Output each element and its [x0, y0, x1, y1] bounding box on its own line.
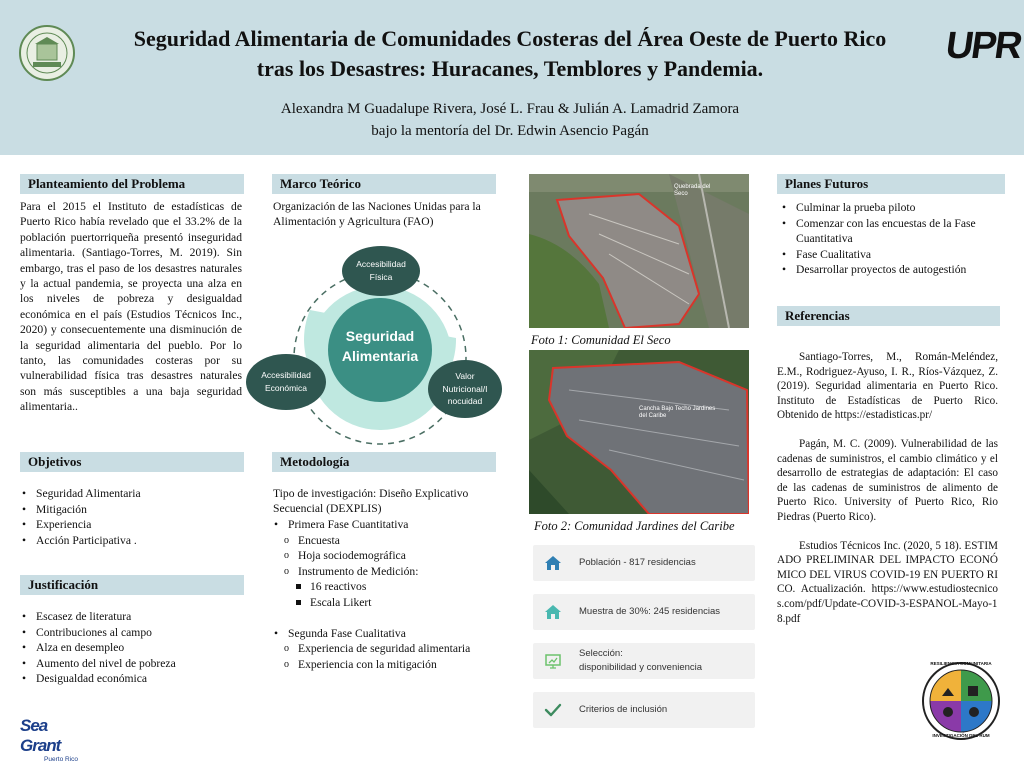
list-item: • Desigualdad económica	[22, 671, 242, 687]
card-text: Selección:	[579, 648, 623, 659]
justificacion-list	[22, 609, 242, 687]
stat-card-criterios	[533, 692, 755, 728]
list-item: • Fase Cualitativa	[782, 247, 1002, 263]
presentation-icon	[543, 651, 563, 671]
list-item: • Experiencia	[22, 517, 242, 533]
stat-card-muestra	[533, 594, 755, 630]
aerial-map-2	[529, 350, 749, 514]
card-text: Criterios de inclusión	[579, 704, 668, 715]
authors: Alexandra M Guadalupe Rivera, José L. Frau & Julián A. Lamadrid Zamora	[280, 101, 740, 117]
list-item: • Seguridad Alimentaria	[22, 486, 242, 502]
title-line-1: Seguridad Alimentaria de Comunidades Costeras del Área Oeste de Puerto Rico	[133, 26, 887, 51]
caption-photo-2: Foto 2: Comunidad Jardines del Caribe	[534, 519, 735, 533]
list-item: • Alza en desempleo	[22, 640, 242, 656]
list-item: o Encuesta	[274, 533, 500, 549]
title-line-2: tras los Desastres: Huracanes, Temblores y Pandemia.	[256, 56, 764, 81]
section-title-objetivos: Objetivos	[20, 452, 244, 472]
list-item: • Segunda Fase Cualitativa	[274, 626, 500, 642]
reference-item: Santiago-Torres, M., Román-Meléndez, E.M., Rodriguez-Ayuso, I. R., Ríos-Vázquez, Z. (2019). Seguridad alimentaria en Puerto Rico. Instituto de Estadísticas de Puerto Rico. Obtenido de https://estadisticas.pr/	[777, 351, 998, 422]
card-text: Población - 817 residencias	[579, 557, 696, 568]
stat-card-poblacion	[533, 545, 755, 581]
mentor: bajo la mentoría del Dr. Edwin Asencio Pagán	[371, 123, 649, 139]
section-title-referencias: Referencias	[777, 306, 1000, 326]
list-item: • Contribuciones al campo	[22, 625, 242, 641]
card-text: Muestra de 30%: 245 residencias	[579, 606, 720, 617]
poster-title	[95, 24, 925, 84]
aerial-photo-el-seco	[529, 174, 749, 328]
referencias-list	[777, 350, 998, 640]
list-item: • Desarrollar proyectos de autogestión	[782, 262, 1002, 278]
sea-grant-logo: Sea Grant Puerto Rico	[20, 716, 78, 763]
university-seal-logo	[18, 24, 76, 82]
resiliencia-badge-logo	[922, 662, 1000, 740]
authors-block	[150, 98, 870, 142]
list-item: o Experiencia de seguridad alimentaria	[274, 641, 500, 657]
map-label-cancha: Cancha Bajo Techo Jardines del Caribe	[639, 406, 716, 419]
list-item: Escala Likert	[274, 595, 500, 611]
badge-emblem	[922, 662, 1000, 740]
section-title-planes: Planes Futuros	[777, 174, 1005, 194]
list-item: • Acción Participativa .	[22, 533, 242, 549]
diagram-node-top: Accesibilidad Física	[342, 246, 420, 296]
upr-logo: UPR	[943, 25, 1024, 67]
metodologia-list	[274, 517, 500, 672]
list-item: • Primera Fase Cuantitativa	[274, 517, 500, 533]
diagram-node-right: Valor Nutricional/I nocuidad	[428, 360, 502, 418]
diagram-center: Seguridad Alimentaria	[341, 328, 419, 364]
reference-item: Pagán, M. C. (2009). Vulnerabilidad de las cadenas de suministros, el cambio climático y el desarrollo de estrategias de adaptación: El caso de las cadenas de suministros de alimento de Puerto Rico. University of Puerto Rico, Rio Piedras (Puerto Rico).	[777, 437, 998, 523]
list-item: • Culminar la prueba piloto	[782, 200, 1002, 216]
metodologia-intro: Tipo de investigación: Diseño Explicativo Secuencial (DEXPLIS)	[273, 487, 469, 516]
list-item: • Aumento del nivel de pobreza	[22, 656, 242, 672]
reference-item: Estudios Técnicos Inc. (2020, 5 18). ESTIMADO PRELIMINAR DEL IMPACTO ECONÓMICO DEL VIRUS COVID-19 EN PUERTO RICO. Actualización. https://www.estudiostecnicos.com/pdf/Update-COVID-3-ESPANOL-Mayo-18.pdf	[777, 539, 998, 625]
objetivos-list	[22, 486, 242, 548]
fao-framework-diagram	[250, 238, 510, 448]
list-item: • Mitigación	[22, 502, 242, 518]
house-icon	[543, 553, 563, 573]
diagram-node-left: Accesibilidad Económica	[246, 354, 326, 410]
section-title-justificacion: Justificación	[20, 575, 244, 595]
stat-card-seleccion	[533, 643, 755, 679]
map-label-quebrada: Quebrada del Seco	[674, 184, 711, 197]
marco-text: Organización de las Naciones Unidas para la Alimentación y Agricultura (FAO)	[273, 200, 481, 229]
list-item: o Instrumento de Medición:	[274, 564, 500, 580]
planteamiento-text: Para el 2015 el Instituto de estadísticas de Puerto Rico había revelado que el 33.2% de la población puertorriqueña presentó inseguridad alimentaria. (Santiago-Torres, M. 2019). Sin embargo, tras el paso de los desastres naturales y la actual pandemia, se proyecta una alza en los niveles de pobreza y desigualdad económica en el país (Estudios Técnicos Inc., 2020) y consecuentemente una disminución de la seguridad alimentaria del pueblo. Por lo tanto, las comunidades costeras por su vulnerabilidad física tras desastres naturales son más susceptibles a una baja seguridad alimentaria..	[20, 200, 242, 414]
section-title-metodologia: Metodología	[272, 452, 496, 472]
badge-top-text: RESILIENCIA COMUNITARIA	[930, 661, 992, 666]
list-item: o Hoja sociodemográfica	[274, 548, 500, 564]
list-item: • Comenzar con las encuestas de la Fase Cuantitativa	[782, 216, 1002, 247]
planes-list	[782, 200, 1002, 278]
section-title-marco: Marco Teórico	[272, 174, 496, 194]
list-item: • Escasez de literatura	[22, 609, 242, 625]
card-text-secondary: disponibilidad y conveniencia	[579, 662, 703, 673]
caption-photo-1: Foto 1: Comunidad El Seco	[531, 333, 671, 347]
list-item: o Experiencia con la mitigación	[274, 657, 500, 673]
aerial-photo-jardines	[529, 350, 749, 514]
badge-bottom-text: INVESTIGACIÓN DEL RUM	[932, 733, 990, 738]
list-item: 16 reactivos	[274, 579, 500, 595]
house-icon	[543, 602, 563, 622]
section-title-planteamiento: Planteamiento del Problema	[20, 174, 244, 194]
check-icon	[543, 700, 563, 720]
